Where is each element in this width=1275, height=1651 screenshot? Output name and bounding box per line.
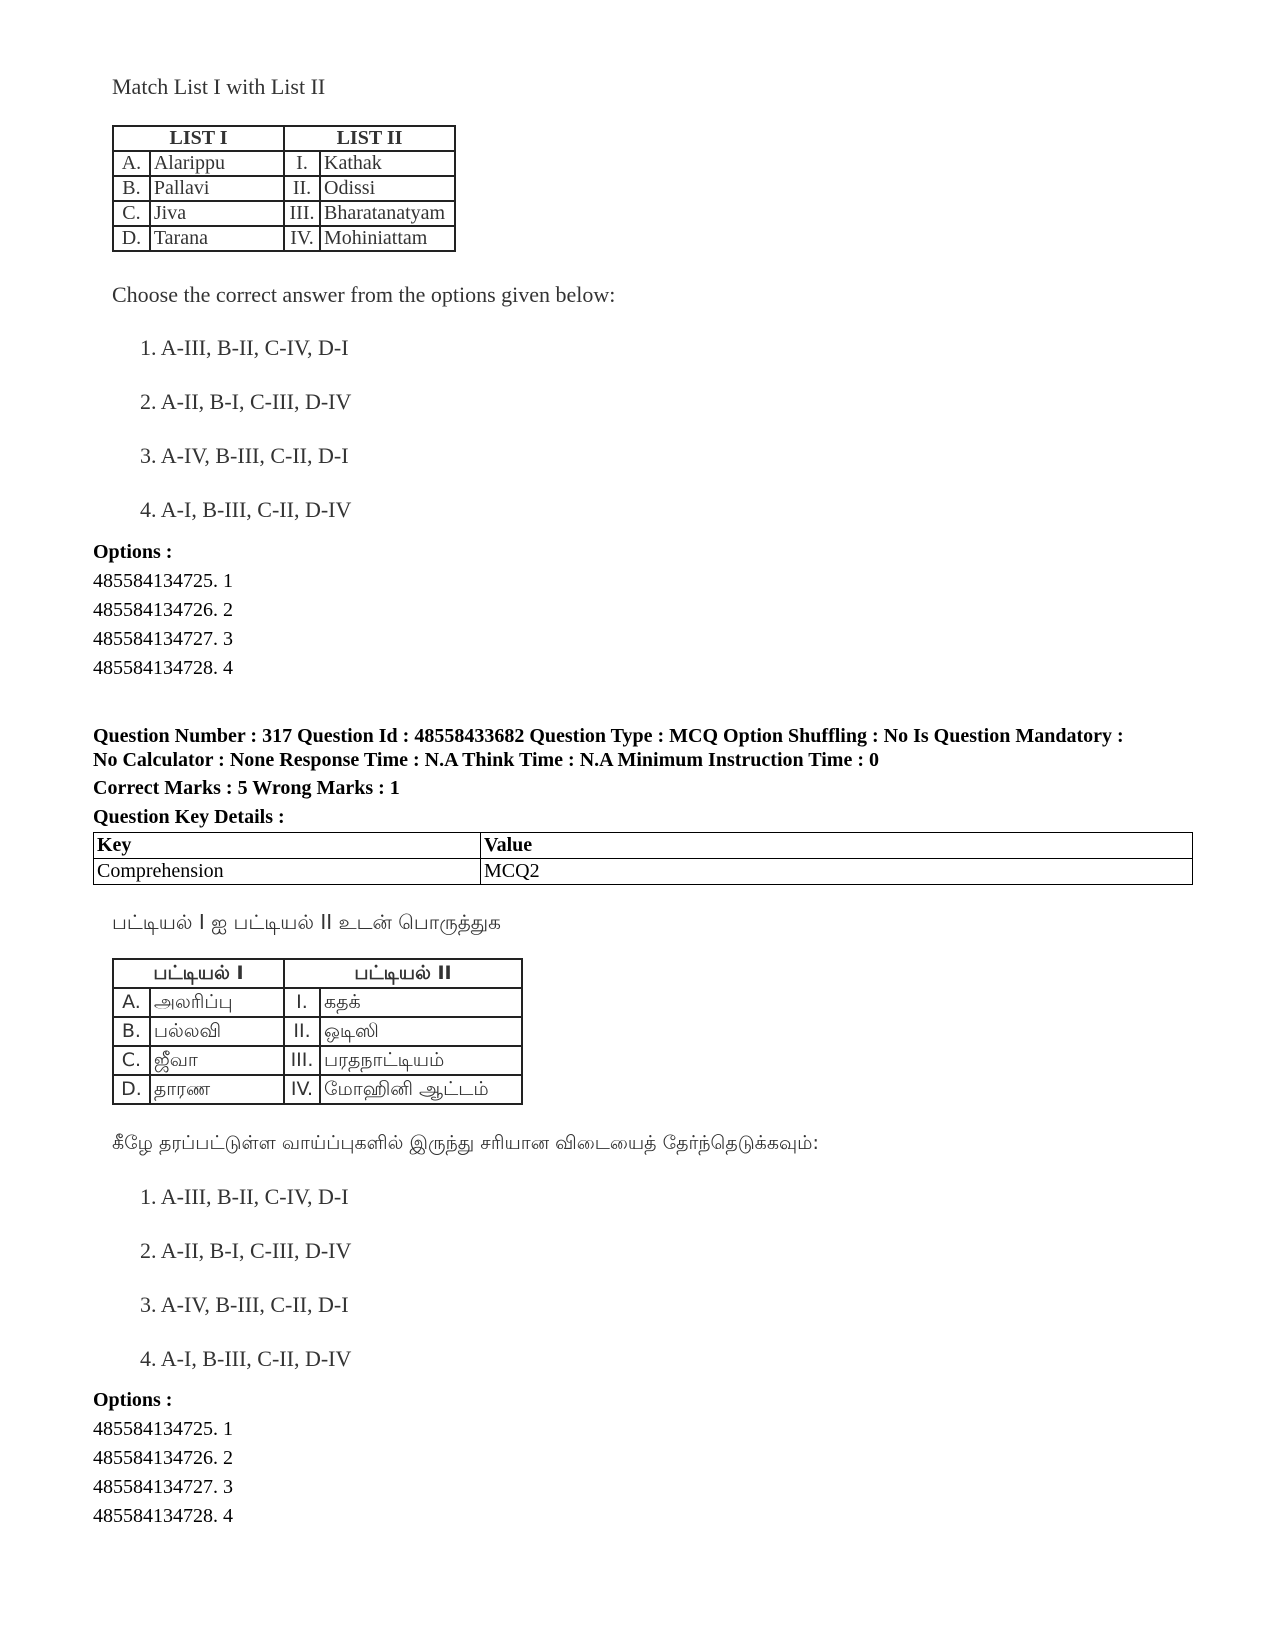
choice-item: 2. A-II, B-I, C-III, D-IV (140, 1238, 352, 1263)
list2-item: பரதநாட்டியம் (320, 1046, 522, 1075)
row-code: A. (113, 988, 150, 1017)
list1-item: Tarana (150, 226, 284, 251)
table-row (113, 988, 522, 1017)
row-code: D. (113, 1075, 150, 1104)
list2-item: Mohiniattam (320, 226, 455, 251)
table-row (113, 1017, 522, 1046)
key-column-header: Key (94, 833, 481, 859)
row-code: B. (113, 1017, 150, 1046)
row-code: IV. (284, 1075, 320, 1104)
choice-item: 3. A-IV, B-III, C-II, D-I (140, 443, 349, 468)
option-item: 485584134726. 2 (93, 599, 233, 621)
table-row (113, 201, 455, 226)
row-code: IV. (284, 226, 320, 251)
option-item: 485584134725. 1 (93, 570, 233, 592)
table-row (94, 859, 1193, 885)
q1-list1-header: LIST I (113, 126, 284, 151)
q2-options (93, 1386, 233, 1531)
list1-item: Alarippu (150, 151, 284, 176)
option-item: 485584134728. 4 (93, 1505, 233, 1527)
option-item: 485584134726. 2 (93, 1447, 233, 1469)
list2-item: மோஹினி ஆட்டம் (320, 1075, 522, 1104)
key-details-table (93, 832, 1193, 885)
q1-choose-text: Choose the correct answer from the options given below: (112, 282, 616, 307)
table-row (113, 151, 455, 176)
option-item: 485584134728. 4 (93, 657, 233, 679)
key-details-heading: Question Key Details : (93, 806, 285, 828)
list1-item: பல்லவி (150, 1017, 284, 1046)
q2-choices-list (140, 1185, 351, 1401)
value-cell: MCQ2 (481, 859, 1193, 885)
q2-instruction: பட்டியல் I ஐ பட்டியல் II உடன் பொருத்துக (112, 910, 501, 934)
row-code: II. (284, 1017, 320, 1046)
choice-item: 1. A-III, B-II, C-IV, D-I (140, 335, 349, 360)
list1-item: ஜீவா (150, 1046, 284, 1075)
q2-choose-text: கீழே தரப்பட்டுள்ள வாய்ப்புகளில் இருந்து சரியான விடையைத் தேர்ந்தெடுக்கவும்: (112, 1132, 819, 1154)
marks-line: Correct Marks : 5 Wrong Marks : 1 (93, 777, 400, 799)
choice-item: 4. A-I, B-III, C-II, D-IV (140, 1346, 352, 1371)
option-item: 485584134727. 3 (93, 628, 233, 650)
list1-item: தாரண (150, 1075, 284, 1104)
table-row (113, 226, 455, 251)
q2-list1-header: பட்டியல் I (113, 959, 284, 988)
list2-item: ஒடிஸி (320, 1017, 522, 1046)
value-column-header: Value (481, 833, 1193, 859)
row-code: D. (113, 226, 150, 251)
question-meta (93, 724, 1203, 772)
list2-item: Bharatanatyam (320, 201, 455, 226)
q1-list2-header: LIST II (284, 126, 455, 151)
q1-choices-list (140, 336, 351, 552)
list2-item: கதக் (320, 988, 522, 1017)
key-cell: Comprehension (94, 859, 481, 885)
row-code: I. (284, 988, 320, 1017)
q1-match-table (112, 125, 456, 252)
choice-item: 1. A-III, B-II, C-IV, D-I (140, 1184, 349, 1209)
row-code: A. (113, 151, 150, 176)
choice-item: 4. A-I, B-III, C-II, D-IV (140, 497, 352, 522)
row-code: B. (113, 176, 150, 201)
option-item: 485584134725. 1 (93, 1418, 233, 1440)
row-code: II. (284, 176, 320, 201)
options-heading: Options : (93, 1389, 173, 1411)
row-code: C. (113, 1046, 150, 1075)
q1-instruction: Match List I with List II (112, 74, 326, 99)
q2-match-table (112, 958, 523, 1105)
list1-item: அலரிப்பு (150, 988, 284, 1017)
q1-options (93, 538, 233, 683)
list2-item: Kathak (320, 151, 455, 176)
table-row (113, 176, 455, 201)
list1-item: Jiva (150, 201, 284, 226)
meta-line-2: No Calculator : None Response Time : N.A Think Time : N.A Minimum Instruction Time : 0 (93, 749, 879, 771)
table-row (113, 1046, 522, 1075)
meta-line-1: Question Number : 317 Question Id : 48558433682 Question Type : MCQ Option Shuffling : No Is Question Mandatory : (93, 725, 1124, 747)
table-row (113, 1075, 522, 1104)
choice-item: 2. A-II, B-I, C-III, D-IV (140, 389, 352, 414)
options-heading: Options : (93, 541, 173, 563)
list2-item: Odissi (320, 176, 455, 201)
row-code: III. (284, 201, 320, 226)
q2-list2-header: பட்டியல் II (284, 959, 522, 988)
row-code: C. (113, 201, 150, 226)
choice-item: 3. A-IV, B-III, C-II, D-I (140, 1292, 349, 1317)
row-code: I. (284, 151, 320, 176)
row-code: III. (284, 1046, 320, 1075)
option-item: 485584134727. 3 (93, 1476, 233, 1498)
list1-item: Pallavi (150, 176, 284, 201)
